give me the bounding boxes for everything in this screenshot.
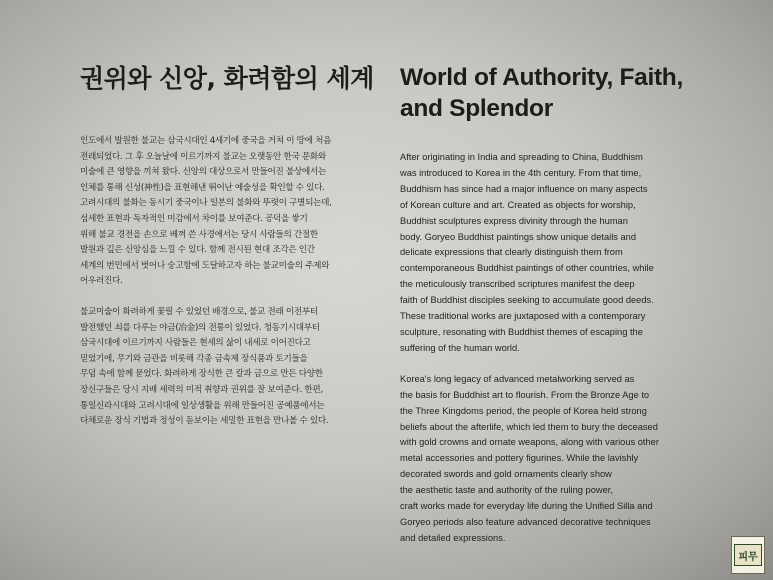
english-paragraph-1 (400, 150, 700, 357)
korean-text-line: 장신구들은 당시 지배 세력의 미적 취향과 권위를 잘 보여준다. 한편, (80, 384, 323, 395)
english-text-line: with gold crowns and ornate weapons, along with various other (400, 437, 659, 448)
korean-text-line: 삼국시대에 이르기까지 사람들은 현세의 삶이 내세로 이어진다고 (80, 338, 311, 349)
korean-text-line: 위해 불교 경전을 손으로 베껴 쓴 사경에서는 당시 사람들의 간절한 (80, 229, 318, 240)
korean-text-line: 불교미술이 화려하게 꽃필 수 있었던 배경으로, 불교 전래 이전부터 (80, 306, 318, 317)
english-text-line: the meticulously transcribed scriptures manifest the deep (400, 279, 635, 290)
english-text-line: Buddhism has since had a major influence on many aspects (400, 183, 648, 194)
english-text-line: of Korean culture and art. Created as objects for worship, (400, 199, 636, 210)
english-text-line: suffering of the human world. (400, 342, 520, 353)
korean-text-line: 어우러진다. (80, 276, 123, 287)
english-text-line: body. Goryeo Buddhist paintings show unique details and (400, 231, 637, 242)
korean-text-line: 통일신라시대와 고려시대에 일상생활을 위해 만들어진 공예품에서는 (80, 400, 325, 411)
korean-text-line: 섬세한 표현과 독자적인 미감에서 차이를 보여준다. 공덕을 쌓기 (80, 213, 308, 224)
english-text-line: and detailed expressions. (400, 532, 506, 543)
korean-text-line: 인도에서 발원한 불교는 삼국시대인 4세기에 중국을 거쳐 이 땅에 처음 (80, 136, 332, 146)
korean-text-line: 무덤 속에 함께 묻었다. 화려하게 장식한 큰 칼과 금으로 만든 다양한 (80, 369, 323, 380)
korean-text-line: 다채로운 장식 기법과 정성이 돋보이는 세밀한 표현을 만나볼 수 있다. (80, 416, 329, 427)
english-paragraph-2 (400, 372, 700, 547)
english-title-line-1: World of Authority, Faith, (400, 64, 683, 91)
english-text-line: Goryeo periods also feature advanced decorative techniques (400, 516, 651, 527)
korean-text-line: 발원과 깊은 신앙심을 느낄 수 있다. 함께 전시된 현대 조각은 인간 (80, 245, 315, 256)
english-text-line: delicate expressions that clearly distinguish them from (400, 247, 623, 258)
english-text-line: the aesthetic taste and authority of the ruling power, (400, 485, 613, 496)
korean-paragraph-2 (80, 305, 375, 430)
english-text-line: faith of Buddhist disciples seeking to accumulate good deeds. (400, 295, 654, 306)
korean-text-line: 미술에 큰 영향을 끼쳐 왔다. 신앙의 대상으로서 만들어진 불상에서는 (80, 167, 326, 178)
english-text-line: After originating in India and spreading to China, Buddhism (400, 152, 643, 162)
korean-text-line: 발전했던 쇠를 다루는 야금(冶金)의 전통이 있었다. 청동기시대부터 (80, 322, 320, 333)
english-text-line: These traditional works are juxtaposed with a contemporary (400, 311, 646, 322)
english-title-line-2: and Splendor (400, 95, 553, 122)
english-text-line: metal accessories and pottery figurines. While the lavishly (400, 453, 639, 464)
watermark-text: 피무 (734, 544, 762, 566)
english-text-line: sculpture, resonating with Buddhist themes of escaping the (400, 326, 643, 337)
korean-text-line: 인체를 통해 신성(神性)을 표현해낸 뛰어난 예술성을 확인할 수 있다. (80, 182, 325, 193)
korean-panel (80, 62, 375, 445)
english-text-line: was introduced to Korea in the 4th century. From that time, (400, 167, 642, 178)
english-panel (400, 62, 700, 562)
korean-text-line: 전래되었다. 그 후 오늘날에 이르기까지 불교는 오랫동안 한국 문화와 (80, 151, 326, 162)
korean-text-line: 세계의 번민에서 벗어나 숭고함에 도달하고자 하는 불교미술의 주제와 (80, 260, 330, 271)
english-text-line: the Three Kingdoms period, the people of Korea held strong (400, 405, 647, 416)
english-text-line: beliefs about the afterlife, which led them to bury the deceased (400, 421, 658, 432)
english-text-line: contemporaneous Buddhist paintings of other countries, while (400, 263, 654, 274)
english-title (400, 62, 700, 124)
watermark-logo (731, 536, 765, 574)
korean-text-line: 믿었기에, 무기와 금관을 비롯해 각종 금속제 장식품과 토기들을 (80, 353, 308, 364)
english-text-line: Buddhist sculptures express divinity through the human (400, 215, 628, 226)
english-text-line: Korea's long legacy of advanced metalworking served as (400, 373, 635, 384)
korean-title: 권위와 신앙, 화려함의 세계 (80, 64, 374, 93)
korean-text-line: 고려시대의 불화는 동시기 중국이나 일본의 불화와 뚜렷이 구별되는데, (80, 198, 332, 209)
english-text-line: decorated swords and gold ornaments clearly show (400, 469, 612, 480)
english-text-line: craft works made for everyday life during the Unified Silla and (400, 501, 653, 512)
english-text-line: the basis for Buddhist art to flourish. From the Bronze Age to (400, 389, 650, 400)
korean-paragraph-1 (80, 134, 375, 290)
